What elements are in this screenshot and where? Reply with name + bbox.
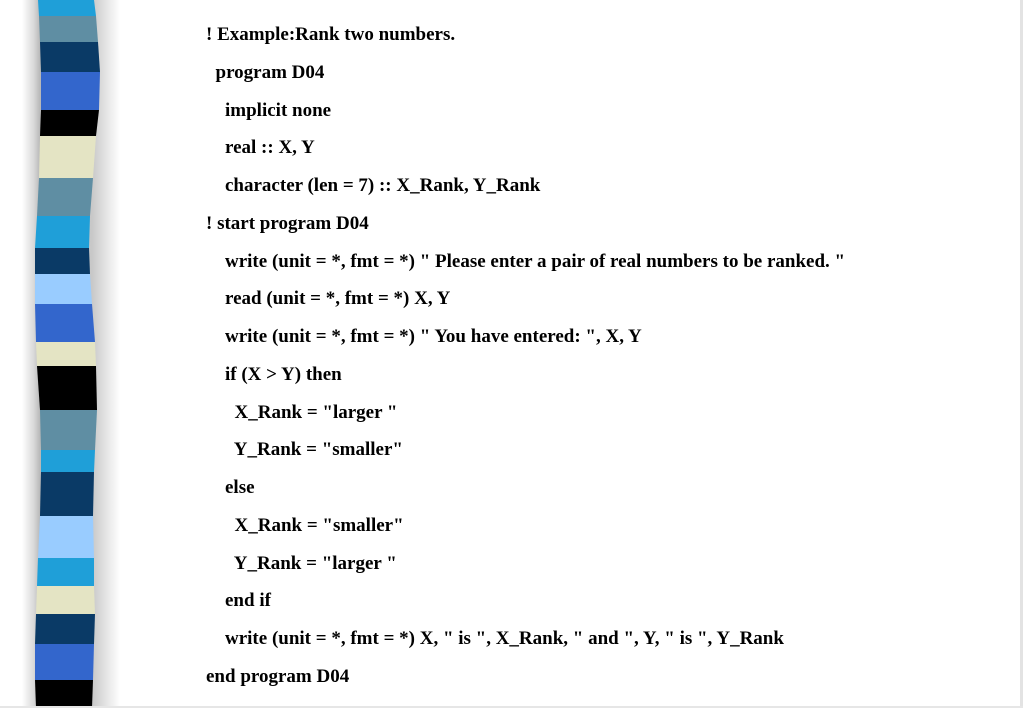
ribbon-stripe bbox=[39, 136, 96, 178]
ribbon-stripe bbox=[35, 274, 92, 304]
code-line: character (len = 7) :: X_Rank, Y_Rank bbox=[206, 175, 541, 196]
code-line: ! Example:Rank two numbers. bbox=[206, 24, 456, 45]
code-line: write (unit = *, fmt = *) " You have entered: ", X, Y bbox=[206, 326, 642, 347]
ribbon-stripe bbox=[35, 644, 94, 680]
code-line: program D04 bbox=[206, 61, 325, 83]
ribbon-stripe bbox=[38, 0, 96, 16]
code-line: ! start program D04 bbox=[206, 212, 369, 234]
ribbon-stripe bbox=[35, 680, 93, 708]
code-line: X_Rank = "smaller" bbox=[206, 514, 404, 536]
code-line: read (unit = *, fmt = *) X, Y bbox=[206, 288, 451, 310]
ribbon-stripe bbox=[35, 216, 90, 248]
decorative-striped-ribbon bbox=[0, 0, 120, 708]
code-line: else bbox=[206, 477, 255, 498]
code-line: write (unit = *, fmt = *) X, " is ", X_Rank, " and ", Y, " is ", Y_Rank bbox=[206, 628, 784, 649]
ribbon-stripe bbox=[40, 42, 100, 72]
ribbon-stripe bbox=[36, 586, 95, 614]
ribbon-stripe bbox=[40, 472, 94, 516]
ribbon-stripe bbox=[41, 72, 100, 110]
ribbon-stripe bbox=[37, 366, 97, 410]
ribbon-stripe bbox=[37, 558, 94, 586]
ribbon-stripe bbox=[35, 614, 95, 644]
ribbon-stripe bbox=[35, 248, 90, 274]
code-line: real :: X, Y bbox=[206, 137, 315, 159]
ribbon-stripe bbox=[39, 16, 98, 42]
ribbon-stripe bbox=[37, 178, 93, 216]
code-line: end program D04 bbox=[206, 665, 350, 687]
code-line: write (unit = *, fmt = *) " Please enter a pair of real numbers to be ranked. " bbox=[206, 250, 846, 272]
ribbon-stripe bbox=[35, 304, 95, 342]
ribbon-stripe bbox=[36, 342, 96, 366]
code-line: Y_Rank = "smaller" bbox=[206, 439, 403, 461]
code-line: Y_Rank = "larger " bbox=[206, 552, 397, 574]
code-line: if (X > Y) then bbox=[206, 363, 342, 385]
ribbon-stripe bbox=[41, 450, 95, 472]
code-line: implicit none bbox=[206, 99, 332, 121]
code-listing bbox=[206, 16, 845, 696]
ribbon-stripe bbox=[40, 410, 97, 450]
code-line: X_Rank = "larger " bbox=[206, 401, 398, 423]
ribbon-stripe bbox=[40, 110, 99, 136]
ribbon-stripe bbox=[38, 516, 94, 558]
ribbon-stripes bbox=[35, 0, 100, 708]
code-line: end if bbox=[206, 590, 271, 612]
